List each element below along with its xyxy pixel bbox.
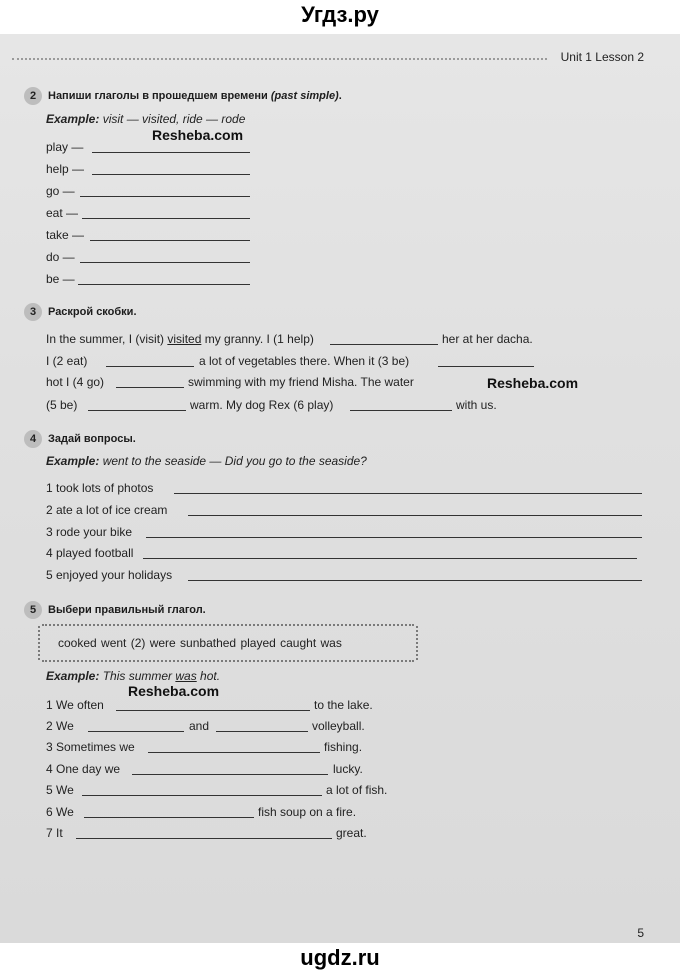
ex5-s4-start: 4 One day we (46, 762, 121, 776)
ex2-answer-line-1[interactable] (92, 152, 250, 153)
ex5-answer-2a[interactable] (88, 731, 184, 732)
ex4-answer-4[interactable] (143, 558, 637, 559)
exercise-5-example: Example: This summer was hot. (46, 669, 221, 683)
ex5-answer-4[interactable] (132, 774, 328, 775)
ex4-answer-2[interactable] (188, 515, 642, 516)
ex4-item-5: 5 enjoyed your holidays (46, 568, 173, 582)
ex5-answer-6[interactable] (84, 817, 254, 818)
ex5-s3-start: 3 Sometimes we (46, 740, 135, 754)
ex5-answer-2b[interactable] (216, 731, 308, 732)
ex5-s2-mid: and (189, 719, 210, 733)
ex3-line-4-mid: warm. My dog Rex (6 play) (190, 398, 334, 412)
ex3-line-1: In the summer, I (visit) visited my granny. I (1 help) (46, 332, 314, 346)
ex4-item-1: 1 took lots of photos (46, 481, 154, 495)
exercise-2-instruction: Напиши глаголы в прошедшем времени (past simple). (48, 90, 342, 102)
exercise-5-badge: 5 (24, 601, 42, 619)
ex2-answer-line-2[interactable] (92, 174, 250, 175)
ex2-item-help: help — (46, 162, 85, 176)
ex4-answer-1[interactable] (174, 493, 642, 494)
ex5-s1-end: to the lake. (314, 698, 373, 712)
ex3-answer-6[interactable] (350, 410, 452, 411)
ex2-answer-line-4[interactable] (82, 218, 250, 219)
ex5-answer-5[interactable] (82, 795, 322, 796)
site-title-bottom: ugdz.ru (300, 945, 380, 970)
ex5-s4-end: lucky. (333, 762, 363, 776)
header-dotted-rule (12, 58, 547, 60)
ex5-s7-start: 7 It (46, 826, 63, 840)
exercise-5-instruction: Выбери правильный глагол. (48, 604, 206, 616)
ex3-answer-1[interactable] (330, 344, 438, 345)
ex2-answer-line-7[interactable] (78, 284, 250, 285)
page-number: 5 (637, 926, 644, 940)
ex2-item-eat: eat — (46, 206, 79, 220)
ex2-answer-line-3[interactable] (80, 196, 250, 197)
ex4-item-3: 3 rode your bike (46, 525, 133, 539)
ex4-answer-3[interactable] (146, 537, 642, 538)
ex3-line-4-start: (5 be) (46, 398, 78, 412)
exercise-4-example: Example: went to the seaside — Did you go to the seaside? (46, 454, 367, 468)
ex4-answer-5[interactable] (188, 580, 642, 581)
ex3-line-3-end: swimming with my friend Misha. The water (188, 375, 414, 389)
ex5-s2-end: volleyball. (312, 719, 365, 733)
ex3-answer-3[interactable] (438, 366, 534, 367)
ex5-s3-end: fishing. (324, 740, 363, 754)
ex2-item-go: go — (46, 184, 75, 198)
watermark: Resheba.com (152, 127, 244, 143)
ex5-s5-end: a lot of fish. (326, 783, 388, 797)
unit-lesson-label: Unit 1 Lesson 2 (560, 50, 644, 64)
ex2-item-be: be — (46, 272, 75, 286)
site-title-top: Угдз.ру (301, 2, 379, 27)
ex3-answer-2[interactable] (106, 366, 194, 367)
ex3-line-2-mid: a lot of vegetables there. When it (3 be) (199, 354, 410, 368)
word-bank-words: cooked went (2) were sunbathed played caught was (58, 636, 342, 650)
ex5-answer-1[interactable] (116, 710, 310, 711)
ex3-answer-4[interactable] (116, 387, 184, 388)
ex4-item-4: 4 played football (46, 546, 134, 560)
ex2-answer-line-5[interactable] (90, 240, 250, 241)
ex3-line-4-end: with us. (456, 398, 497, 412)
exercise-4-instruction: Задай вопросы. (48, 433, 136, 445)
ex2-answer-line-6[interactable] (80, 262, 250, 263)
ex5-s6-start: 6 We (46, 805, 74, 819)
exercise-4-badge: 4 (24, 430, 42, 448)
word-bank-box (42, 624, 414, 662)
exercise-2-example: Example: visit — visited, ride — rode (46, 112, 246, 126)
ex3-line-3-start: hot I (4 go) (46, 375, 105, 389)
ex2-item-play: play — (46, 140, 84, 154)
ex3-line-1-end: her at her dacha. (442, 332, 533, 346)
ex3-line-2-start: I (2 eat) (46, 354, 88, 368)
watermark: Resheba.com (128, 683, 220, 699)
watermark: Resheba.com (487, 375, 579, 391)
ex5-s2-start: 2 We (46, 719, 74, 733)
exercise-3-instruction: Раскрой скобки. (48, 306, 137, 318)
ex2-item-take: take — (46, 228, 85, 242)
ex5-answer-3[interactable] (148, 752, 320, 753)
ex4-item-2: 2 ate a lot of ice cream (46, 503, 168, 517)
ex5-answer-7[interactable] (76, 838, 332, 839)
ex5-s1-start: 1 We often (46, 698, 104, 712)
ex5-s5-start: 5 We (46, 783, 74, 797)
ex5-s6-end: fish soup on a fire. (258, 805, 357, 819)
ex2-item-do: do — (46, 250, 75, 264)
exercise-3-badge: 3 (24, 303, 42, 321)
ex5-s7-end: great. (336, 826, 367, 840)
exercise-2-badge: 2 (24, 87, 42, 105)
ex3-answer-5[interactable] (88, 410, 186, 411)
